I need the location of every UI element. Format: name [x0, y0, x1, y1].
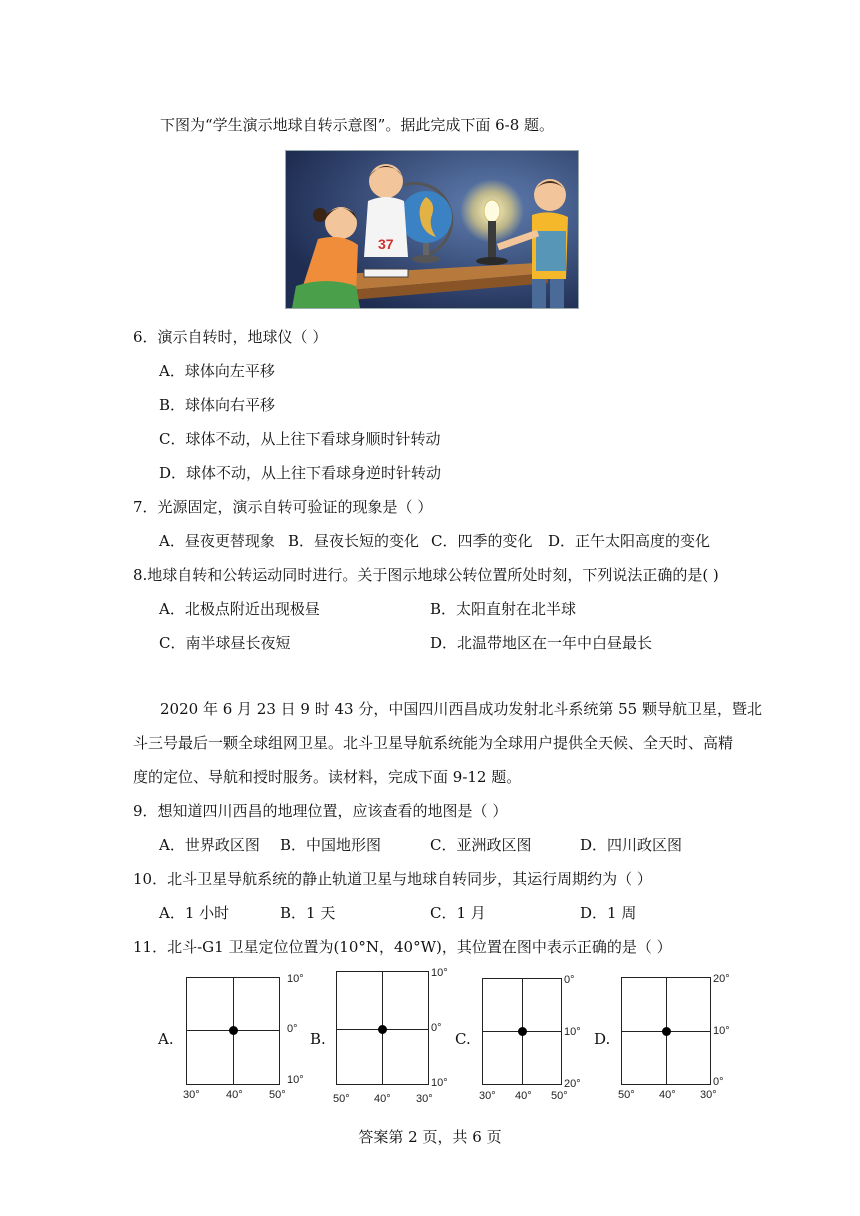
- grid-a-lon-right: 50°: [269, 1089, 286, 1101]
- q9-option-b: B．中国地形图: [280, 836, 382, 854]
- grid-c-lon-mid: 40°: [515, 1090, 532, 1102]
- grid-d-lon-mid: 40°: [659, 1089, 676, 1101]
- question-6-stem: 6．演示自转时，地球仪（ ）: [133, 328, 328, 346]
- grid-d-lat-mid: 10°: [713, 1025, 730, 1037]
- q7-option-c: C．四季的变化: [431, 532, 533, 550]
- position-dot: [229, 1026, 238, 1035]
- q9-option-a: A．世界政区图: [159, 836, 260, 854]
- grid-a-lon-left: 30°: [183, 1089, 200, 1101]
- page-footer: 答案第 2 页，共 6 页: [358, 1128, 502, 1146]
- grid-a-lat-mid: 0°: [287, 1023, 298, 1035]
- q8-option-b: B．太阳直射在北半球: [430, 600, 577, 618]
- grid-b-lat-top: 10°: [431, 967, 448, 979]
- q8-option-d: D．北温带地区在一年中白昼最长: [430, 634, 653, 652]
- question-10-stem: 10．北斗卫星导航系统的静止轨道卫星与地球自转同步，其运行周期约为（ ）: [133, 870, 652, 888]
- q6-option-b: B．球体向右平移: [159, 396, 276, 414]
- q10-option-d: D．1 周: [580, 904, 637, 922]
- grid-a-lon-mid: 40°: [226, 1089, 243, 1101]
- grid-d-lon-right: 30°: [700, 1089, 717, 1101]
- q7-option-b: B．昼夜长短的变化: [288, 532, 420, 550]
- grid-a-lat-top: 10°: [287, 973, 304, 985]
- grid-c: [482, 978, 562, 1085]
- q8-option-a: A．北极点附近出现极昼: [159, 600, 320, 618]
- q10-option-a: A．1 小时: [159, 904, 230, 922]
- grid-a-lat-bottom: 10°: [287, 1074, 304, 1086]
- grid-d-lat-bottom: 0°: [713, 1076, 724, 1088]
- grid-b-label: B.: [310, 1030, 326, 1048]
- position-dot: [518, 1027, 527, 1036]
- intro-2-line-3: 度的定位、导航和授时服务。读材料，完成下面 9-12 题。: [133, 768, 522, 786]
- grid-a: [186, 977, 280, 1085]
- q8-option-c: C．南半球昼长夜短: [159, 634, 291, 652]
- grid-c-label: C.: [455, 1030, 471, 1048]
- globe-demo-illustration: [285, 150, 579, 309]
- position-dot: [378, 1025, 387, 1034]
- intro-text-1: 下图为“学生演示地球自转示意图”。据此完成下面 6-8 题。: [160, 116, 555, 134]
- question-11-stem: 11．北斗-G1 卫星定位位置为(10°N，40°W)，其位置在图中表示正确的是（ ）: [133, 938, 672, 956]
- q7-option-a: A．昼夜更替现象: [159, 532, 275, 550]
- grid-c-lat-mid: 10°: [564, 1026, 581, 1038]
- q7-option-d: D．正午太阳高度的变化: [548, 532, 711, 550]
- svg-text:37: 37: [378, 236, 394, 252]
- grid-c-lon-left: 30°: [479, 1090, 496, 1102]
- grid-b-lon-mid: 40°: [374, 1093, 391, 1105]
- q6-option-a: A．球体向左平移: [159, 362, 275, 380]
- q9-option-c: C．亚洲政区图: [430, 836, 532, 854]
- grid-d-label: D.: [594, 1030, 611, 1048]
- q9-option-d: D．四川政区图: [580, 836, 683, 854]
- grid-a-label: A.: [158, 1030, 174, 1048]
- question-9-stem: 9．想知道四川西昌的地理位置，应该查看的地图是（ ）: [133, 802, 508, 820]
- question-8-stem: 8.地球自转和公转运动同时进行。关于图示地球公转位置所处时刻，下列说法正确的是( ): [133, 566, 719, 584]
- intro-2-line-2: 斗三号最后一颗全球组网卫星。北斗卫星导航系统能为全球用户提供全天候、全天时、高精: [133, 734, 734, 752]
- grid-c-lat-bottom: 20°: [564, 1078, 581, 1090]
- grid-b-lon-right: 30°: [416, 1093, 433, 1105]
- grid-c-lon-right: 50°: [551, 1090, 568, 1102]
- q10-option-c: C．1 月: [430, 904, 486, 922]
- position-dot: [662, 1027, 671, 1036]
- grid-b-lat-mid: 0°: [431, 1022, 442, 1034]
- grid-b-lat-bottom: 10°: [431, 1077, 448, 1089]
- question-7-stem: 7．光源固定，演示自转可验证的现象是（ ）: [133, 498, 433, 516]
- grid-b-lon-left: 50°: [333, 1093, 350, 1105]
- grid-c-lat-top: 0°: [564, 974, 575, 986]
- grid-b: [336, 971, 429, 1085]
- q10-option-b: B．1 天: [280, 904, 336, 922]
- grid-d-lon-left: 50°: [618, 1089, 635, 1101]
- intro-2-line-1: 2020 年 6 月 23 日 9 时 43 分，中国四川西昌成功发射北斗系统第 55 颗导航卫星，暨北: [160, 700, 762, 718]
- q6-option-d: D．球体不动，从上往下看球身逆时针转动: [159, 464, 442, 482]
- q6-option-c: C．球体不动，从上往下看球身顺时针转动: [159, 430, 441, 448]
- grid-d-lat-top: 20°: [713, 973, 730, 985]
- grid-d: [621, 977, 711, 1085]
